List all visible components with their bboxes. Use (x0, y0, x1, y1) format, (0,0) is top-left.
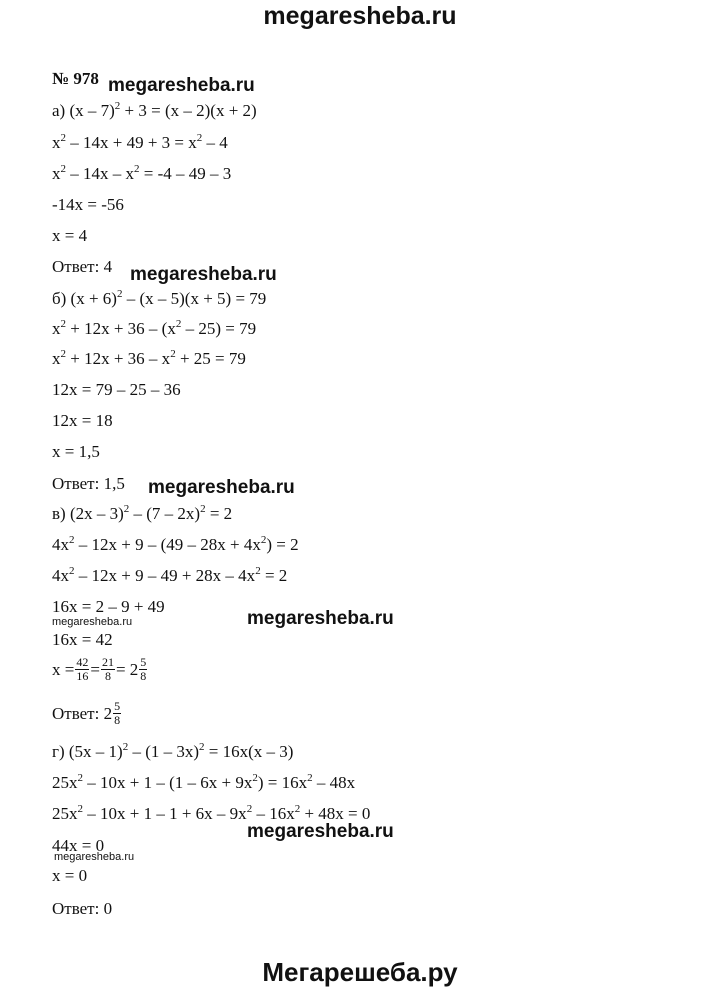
part-g-line-3: $25x^2 - 10x + 1 - 1 + 6x - 9x^2 - 16x^2 + 48x = 0$ (52, 803, 371, 823)
watermark: megaresheba.ru (108, 75, 255, 96)
part-b-line-5: 12x = 18 (52, 411, 113, 430)
part-v-line-1: в) (2x – 3)$^2$ – (7 – 2x)$^2$ = 2 (52, 503, 233, 523)
watermark: megaresheba.ru (247, 821, 394, 842)
part-v-line-4: 16x = 2 – 9 + 49 (52, 597, 165, 616)
site-header: megaresheba.ru (263, 2, 457, 30)
site-footer: Мегарешеба.ру (262, 957, 458, 987)
watermark-small: megaresheba.ru (52, 616, 133, 628)
part-a-line-4: -14x = -56 (52, 195, 124, 214)
part-v-line-5: 16x = 42 (52, 630, 113, 649)
part-b-answer: Ответ: 1,5 (52, 474, 125, 493)
part-v-line-2: $4x^2 - 12x + 9 - (49 - 28x + 4x^2) = 2$ (52, 534, 299, 554)
watermark: megaresheba.ru (130, 264, 277, 285)
part-a-line-5: x = 4 (52, 226, 88, 245)
task-number: № 978 (52, 69, 99, 88)
part-a-answer: Ответ: 4 (52, 257, 113, 276)
part-a-line-2: $x^2 - 14x + 49 + 3 = x^2 - 4$ (52, 132, 228, 152)
fraction: $\frac{5}{8}$ (140, 655, 147, 683)
part-b-line-2: $x^2 + 12x + 36 - (x^2 - 25) = 79$ (52, 318, 257, 338)
fraction: $\frac{21}{8}$ (101, 655, 114, 683)
part-g-line-5: x = 0 (52, 866, 88, 885)
part-g-line-4: 44x = 0 (52, 836, 105, 855)
watermark-small: megaresheba.ru (54, 851, 135, 863)
part-b-line-3: $x^2 + 12x + 36 - x^2 + 25 = 79$ (52, 348, 246, 368)
part-g-line-2: $25x^2 - 10x + 1 - (1 - 6x + 9x^2) = 16x^2 - 48x$ (52, 772, 356, 792)
part-v-line-6: x = $\frac{42}{16}$ = $\frac{21}{8}$ = 2 $\frac{5}{8}$ (52, 655, 147, 683)
part-g-line-1: г) (5x – 1)$^2$ – (1 – 3x)$^2$ = 16x(x – 3) (52, 741, 294, 761)
watermark: megaresheba.ru (148, 477, 295, 498)
part-b-line-4: 12x = 79 – 25 – 36 (52, 380, 181, 399)
part-b-line-1: б) $(x + 6)^2 - (x - 5)(x + 5) = 79$ (52, 288, 267, 308)
part-g-answer: Ответ: 0 (52, 899, 113, 918)
fraction: $\frac{5}{8}$ (114, 699, 121, 727)
part-v-line-3: $4x^2 - 12x + 9 - 49 + 28x - 4x^2 = 2$ (52, 565, 288, 585)
part-b-line-6: x = 1,5 (52, 442, 100, 461)
part-v-answer: Ответ: 2 $\frac{5}{8}$ (52, 699, 121, 727)
fraction: $\frac{42}{16}$ (76, 655, 89, 683)
watermark: megaresheba.ru (247, 608, 394, 629)
part-a-line-1: а) (x – 7)$^2$ + 3 = (x – 2)(x + 2) (52, 100, 257, 120)
part-a-line-3: $x^2 - 14x - x^2 = -4 - 49 - 3$ (52, 163, 232, 183)
